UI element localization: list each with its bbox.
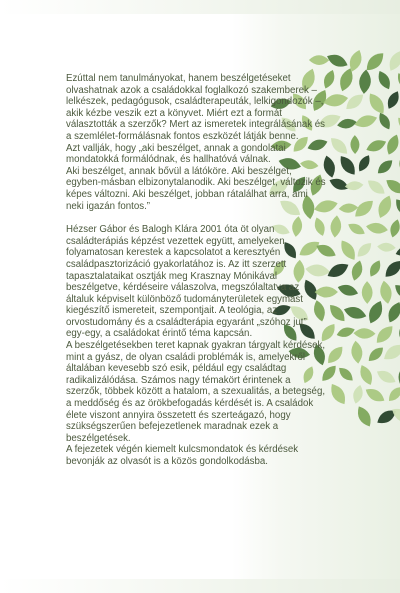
leaf-shape-118 (336, 365, 356, 384)
leaf-shape-58 (375, 193, 395, 220)
leaf-shape-17 (343, 91, 367, 113)
leaf-shape-72 (337, 237, 359, 262)
leaf-shape-26 (376, 111, 393, 132)
leaf-shape-105 (353, 328, 375, 339)
leaf-shape-56 (338, 203, 358, 214)
leaf-shape-106 (373, 322, 397, 346)
leaf-shape-81 (349, 259, 364, 282)
leaf-shape-96 (326, 302, 348, 325)
leaf-shape-83 (382, 257, 400, 280)
leaf-shape-41 (356, 153, 373, 174)
leaf-shape-11 (394, 71, 400, 93)
leaf-shape-120 (375, 367, 398, 386)
leaf-shape-104 (335, 325, 356, 339)
leaf-shape-66 (365, 221, 389, 235)
leaf-shape-34 (364, 137, 388, 155)
leaf-shape-91 (392, 282, 400, 303)
leaf-shape-42 (375, 157, 396, 177)
leaf-shape-114 (381, 341, 400, 364)
leaf-shape-113 (366, 344, 387, 364)
intro-paragraph: Ezúttal nem tanulmányokat, hanem beszélgetéseket olvashatnak azok a családokkal foglalkozó szakemberek – lelkészek, pedagógusok, családterapeuták, lelkigondozók –, akik kézbe veszik ezt a könyvet. Miért ezt a formát választották a szerzők? Mert az ismeretek integrálásának és a szemlélet-formálásnak fontos eszközét látják benne. (66, 73, 325, 142)
leaf-shape-27 (395, 115, 400, 134)
leaf-shape-73 (354, 240, 374, 260)
leaf-shape-67 (388, 218, 400, 238)
leaf-shape-98 (365, 299, 386, 326)
leaf-shape-99 (385, 300, 400, 325)
leaf-shape-4 (386, 48, 400, 73)
leaf-shape-112 (350, 340, 364, 364)
leaf-shape-51 (383, 176, 400, 197)
leaf-shape-64 (329, 215, 342, 238)
leaf-shape-0 (309, 55, 329, 65)
leaf-shape-97 (342, 304, 368, 322)
leaf-shape-119 (357, 363, 375, 387)
leaf-shape-74 (377, 242, 396, 252)
leaf-shape-89 (362, 281, 373, 304)
leaf-shape-59 (392, 196, 400, 219)
leaf-shape-88 (336, 282, 359, 298)
bottom-frame-band (0, 579, 400, 593)
leaf-shape-90 (378, 280, 393, 305)
leaf-shape-35 (384, 133, 400, 157)
leaf-shape-65 (346, 220, 367, 237)
leaf-shape-18 (365, 90, 388, 117)
leaf-shape-50 (365, 177, 388, 198)
leaf-shape-49 (344, 180, 363, 191)
leaf-shape-80 (325, 260, 351, 281)
leaf-shape-24 (336, 117, 357, 130)
blurb-text-block (66, 73, 328, 468)
intro-quote-line: Azt vallják, hogy „aki beszélget, annak a gondolatai mondatokká formálódnak, és hallhatóvá válnak. (66, 142, 286, 166)
authors-paragraph: Hézser Gábor és Balogh Klára 2001 óta öt olyan családterápiás képzést vezettek együtt, amelyeken folyamatosan kerestek a kapcsolatot a keresztyén családpasztorizáció gyakorlatához is. Az itt szerzett tapasztalataikat osztják meg Krasznay Mónikával beszélgetve, kérdéseire válaszolva, megszólaltatva az általuk képviselt különböző tudományterületek egymást kiegészítő ismereteit, szempontjait. A teológia, az orvostudomány és a családterápia egyaránt „szóhoz jut” egy-egy, a családokat érintő téma kapcsán. (66, 224, 307, 340)
leaf-shape-9 (358, 69, 372, 94)
leaf-shape-123 (327, 381, 349, 407)
topics-paragraph: A beszélgetésekben teret kapnak gyakran tárgyalt kérdések, mint a gyász, de olyan családi problémák is, amelyekről általában kevesebb szó esik, például egy családtag radikalizálódása. Számos nagy témakört érintenek a szerzők, többek között a hatalom, a szexualitás, a betegség, a meddőség és az örökbefogadás kérdését is. A családok élete viszont annyira összetett és szerteágazó, hogy szükségszerűen befejezetlenek maradnak ezek a beszélgetések. (66, 340, 326, 444)
leaf-shape-75 (394, 243, 400, 258)
closing-paragraph: A fejezetek végén kiemelt kulcsmondatok és kérdések bevonják az olvasót is a közös gondolkodásba. (66, 444, 299, 467)
leaf-shape-125 (363, 385, 387, 405)
leaf-shape-19 (385, 89, 400, 111)
leaf-shape-124 (351, 384, 365, 405)
leaf-shape-126 (386, 384, 400, 404)
leaf-shape-10 (375, 69, 393, 92)
leaf-shape-121 (396, 362, 400, 387)
leaf-shape-25 (353, 112, 379, 130)
intro-quote-continuation: Aki beszélget, annak bővül a látóköre. Aki beszélget, egyben-másban elbizonytalanodik. Aki beszélget, változik és képes változni. Aki beszélget, jobban rátalálhat arra, ami neki igazán fontos.” (66, 165, 326, 212)
leaf-shape-33 (350, 135, 359, 154)
paragraph-spacer (66, 212, 328, 224)
leaf-shape-32 (327, 134, 351, 157)
leaf-shape-82 (367, 258, 384, 278)
leaf-shape-40 (336, 153, 359, 178)
leaf-shape-128 (354, 404, 374, 429)
